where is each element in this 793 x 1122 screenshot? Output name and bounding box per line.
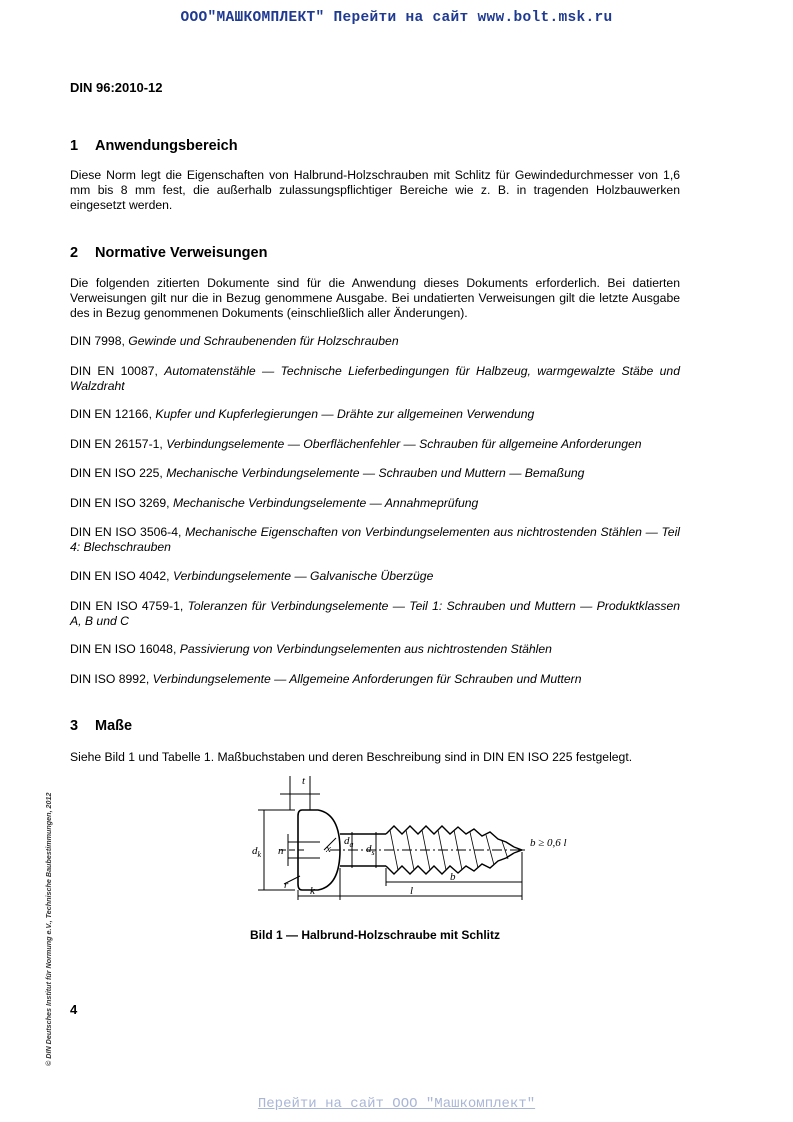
- section-heading-1: [70, 138, 238, 154]
- reference-title: Verbindungselemente — Allgemeine Anforderungen für Schrauben und Muttern: [152, 672, 582, 686]
- section-title: Anwendungsbereich: [95, 138, 238, 154]
- label-n: n: [278, 845, 284, 857]
- section-title: Normative Verweisungen: [95, 245, 268, 261]
- reference-item: [70, 496, 680, 511]
- section-heading-2: [70, 245, 267, 261]
- label-l: l: [410, 885, 414, 897]
- reference-title: Passivierung von Verbindungselementen aus nichtrostenden Stählen: [179, 642, 552, 656]
- reference-code: DIN EN ISO 3269,: [70, 496, 173, 510]
- reference-title: Automatenstähle — Technische Lieferbedingungen für Halbzeug, warmgewalzte Stäbe und Walzdraht: [70, 364, 680, 393]
- reference-item: [70, 569, 680, 584]
- reference-item: [70, 437, 680, 452]
- page-number: 4: [70, 1002, 78, 1017]
- screw-diagram: [240, 772, 600, 912]
- section-number: 1: [70, 138, 79, 154]
- reference-code: DIN 7998,: [70, 334, 129, 348]
- reference-title: Gewinde und Schraubenenden für Holzschrauben: [128, 334, 399, 348]
- label-x: x: [326, 843, 331, 855]
- label-r: r: [284, 879, 289, 891]
- reference-code: DIN EN 10087,: [70, 364, 165, 378]
- reference-code: DIN EN ISO 225,: [70, 466, 167, 480]
- figure-screw-drawing: [240, 772, 600, 912]
- reference-code: DIN ISO 8992,: [70, 672, 153, 686]
- label-ds: $d_s$: [366, 843, 375, 857]
- reference-code: DIN EN 26157-1,: [70, 437, 167, 451]
- top-banner-link[interactable]: ООО"МАШКОМПЛЕКТ" Перейти на сайт www.bolt.msk.ru: [180, 10, 613, 26]
- reference-title: Verbindungselemente — Galvanische Überzüge: [172, 569, 434, 583]
- reference-title: Verbindungselemente — Oberflächenfehler — Schrauben für allgemeine Anforderungen: [166, 437, 642, 451]
- bottom-site-link[interactable]: Перейти на сайт ООО "Машкомплект": [257, 1096, 536, 1112]
- reference-item: [70, 672, 680, 687]
- b-note: b ≥ 0,6 l: [530, 837, 567, 849]
- reference-title: Mechanische Eigenschaften von Verbindungselementen aus nichtrostenden Stählen — Teil 4: Blechschrauben: [70, 525, 680, 554]
- reference-code: DIN EN ISO 4759-1,: [70, 599, 188, 613]
- section-number: 2: [70, 245, 79, 261]
- reference-item: [70, 642, 680, 657]
- label-da: $d_a$: [344, 835, 354, 849]
- side-copyright: © DIN Deutsches Institut für Normung e.V., Technische Baubestimmungen, 2012: [44, 792, 53, 1066]
- reference-title: Toleranzen für Verbindungselemente — Teil 1: Schrauben und Muttern — Produktklassen A, B und C: [70, 599, 680, 628]
- reference-code: DIN EN ISO 16048,: [70, 642, 180, 656]
- reference-item: [70, 407, 680, 422]
- figure-caption: Bild 1 — Halbrund-Holzschraube mit Schlitz: [249, 928, 501, 942]
- reference-item: [70, 525, 680, 555]
- reference-item: [70, 466, 680, 481]
- reference-code: DIN EN ISO 3506-4,: [70, 525, 186, 539]
- reference-title: Mechanische Verbindungselemente — Schrauben und Muttern — Bemaßung: [166, 466, 585, 480]
- reference-title: Kupfer und Kupferlegierungen — Drähte zur allgemeinen Verwendung: [155, 407, 535, 421]
- reference-item: [70, 334, 680, 349]
- section-1-paragraph: Diese Norm legt die Eigenschaften von Halbrund-Holzschrauben mit Schlitz für Gewindedurchmesser von 1,6 mm bis 8 mm fest, die außerhalb zulassungspflichtiger Bereiche wie z. B. in tragenden Holzbauwerken eingesetzt werden.: [70, 168, 680, 212]
- section-3-paragraph: Siehe Bild 1 und Tabelle 1. Maßbuchstaben und deren Beschreibung sind in DIN EN ISO 225 festgelegt.: [70, 750, 633, 764]
- label-k: k: [310, 885, 315, 897]
- reference-code: DIN EN ISO 4042,: [70, 569, 173, 583]
- document-id: DIN 96:2010-12: [70, 80, 163, 95]
- reference-item: [70, 599, 680, 629]
- reference-title: Mechanische Verbindungselemente — Annahmeprüfung: [172, 496, 479, 510]
- label-t: t: [302, 775, 306, 787]
- section-heading-3: [70, 718, 132, 734]
- label-dk: $d_k$: [252, 845, 262, 859]
- section-2-intro: Die folgenden zitierten Dokumente sind für die Anwendung dieses Dokuments erforderlich. Bei datierten Verweisungen gilt nur die in Bezug genommene Ausgabe. Bei undatierten Verweisungen gilt die letzte Ausgabe des in Bezug genommenen Dokuments (einschließlich aller Änderungen).: [70, 276, 680, 320]
- reference-item: [70, 364, 680, 394]
- label-b: b: [450, 871, 456, 883]
- section-number: 3: [70, 718, 79, 734]
- reference-code: DIN EN 12166,: [70, 407, 156, 421]
- section-title: Maße: [95, 718, 133, 734]
